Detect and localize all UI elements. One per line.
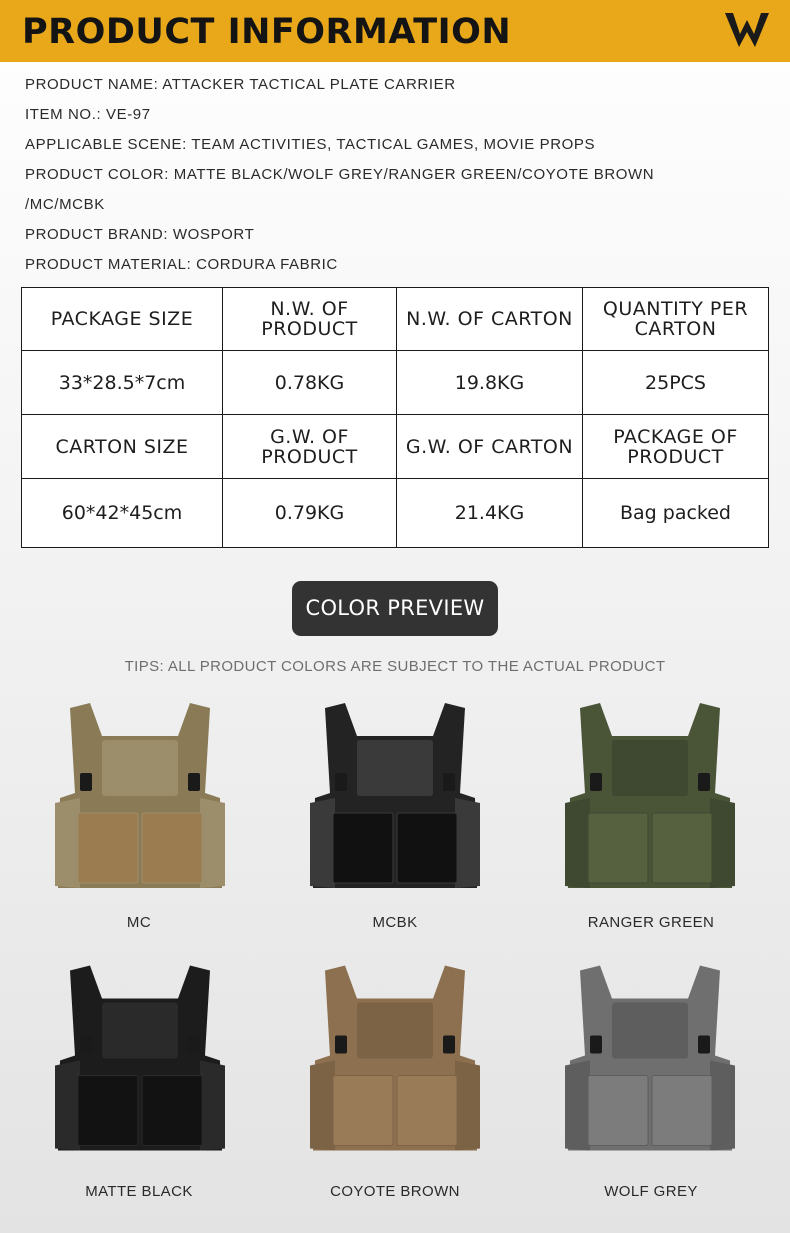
vest-image-matte-black[interactable] bbox=[50, 958, 230, 1168]
table-header-cell: N.W. OF CARTON bbox=[397, 288, 583, 351]
vest-image-mcbk[interactable] bbox=[305, 698, 485, 903]
vest-label-ranger-green: RANGER GREEN bbox=[587, 914, 715, 931]
table-header-cell: CARTON SIZE bbox=[22, 415, 223, 479]
specs-table bbox=[21, 287, 769, 548]
table-header-cell: N.W. OF PRODUCT bbox=[223, 288, 397, 351]
vest-label-mcbk: MCBK bbox=[372, 914, 418, 931]
vest-label-matte-black: MATTE BLACK bbox=[85, 1183, 193, 1200]
table-header-cell: G.W. OF PRODUCT bbox=[223, 415, 397, 479]
table-header-cell: PACKAGE SIZE bbox=[22, 288, 223, 351]
vest-label-mc: MC bbox=[126, 914, 152, 931]
table-cell: 21.4KG bbox=[397, 479, 583, 548]
header-banner bbox=[0, 0, 790, 62]
table-cell: 19.8KG bbox=[397, 351, 583, 415]
vest-image-wolf-grey[interactable] bbox=[560, 958, 740, 1168]
table-header-cell: PACKAGE OF PRODUCT bbox=[583, 415, 769, 479]
page-title: PRODUCT INFORMATION bbox=[22, 12, 512, 52]
w-logo-icon bbox=[722, 10, 772, 50]
applicable-scene-line: APPLICABLE SCENE: TEAM ACTIVITIES, TACTICAL GAMES, MOVIE PROPS bbox=[25, 136, 596, 153]
table-cell: 60*42*45cm bbox=[22, 479, 223, 548]
table-row bbox=[22, 288, 769, 351]
table-header-cell: G.W. OF CARTON bbox=[397, 415, 583, 479]
table-cell: 0.79KG bbox=[223, 479, 397, 548]
table-row bbox=[22, 479, 769, 548]
vest-image-coyote-brown[interactable] bbox=[305, 958, 485, 1168]
table-cell: 33*28.5*7cm bbox=[22, 351, 223, 415]
product-info-list bbox=[25, 70, 654, 280]
color-tips: TIPS: ALL PRODUCT COLORS ARE SUBJECT TO THE ACTUAL PRODUCT bbox=[124, 658, 666, 675]
product-color-line: PRODUCT COLOR: MATTE BLACK/WOLF GREY/RANGER GREEN/COYOTE BROWN bbox=[25, 166, 655, 183]
vest-image-mc[interactable] bbox=[50, 698, 230, 903]
table-cell: 25PCS bbox=[583, 351, 769, 415]
vest-label-wolf-grey: WOLF GREY bbox=[604, 1183, 698, 1200]
product-color-line-cont: /MC/MCBK bbox=[25, 196, 105, 213]
table-header-cell: QUANTITY PER CARTON bbox=[583, 288, 769, 351]
product-brand-line: PRODUCT BRAND: WOSPORT bbox=[25, 226, 255, 243]
table-row bbox=[22, 415, 769, 479]
product-name-line: PRODUCT NAME: ATTACKER TACTICAL PLATE CARRIER bbox=[25, 76, 456, 93]
product-material-line: PRODUCT MATERIAL: CORDURA FABRIC bbox=[25, 256, 338, 273]
table-cell: Bag packed bbox=[583, 479, 769, 548]
table-cell: 0.78KG bbox=[223, 351, 397, 415]
table-row bbox=[22, 351, 769, 415]
item-number-line: ITEM NO.: VE-97 bbox=[25, 106, 151, 123]
vest-image-ranger-green[interactable] bbox=[560, 698, 740, 903]
color-preview-button[interactable]: COLOR PREVIEW bbox=[292, 581, 498, 636]
vest-label-coyote-brown: COYOTE BROWN bbox=[330, 1183, 460, 1200]
